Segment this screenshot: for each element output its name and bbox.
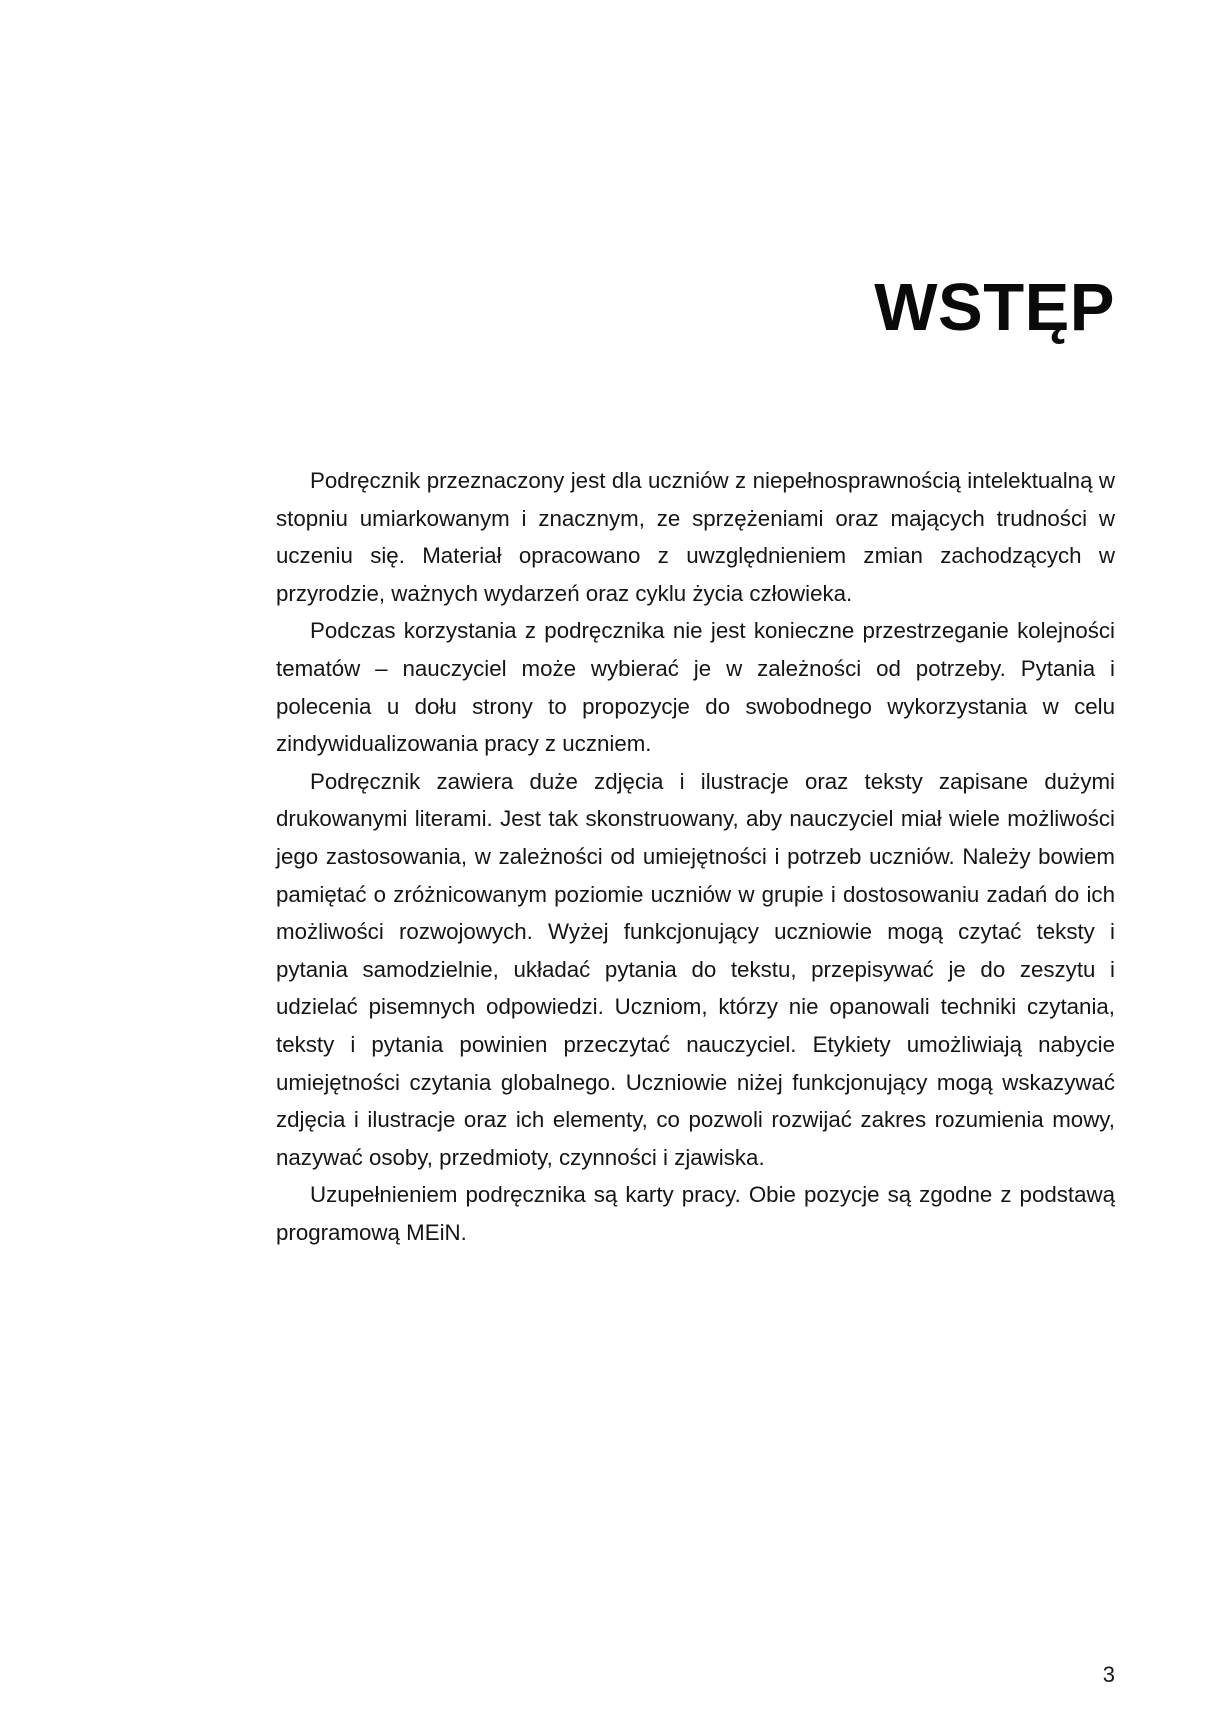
paragraph-1: Podręcznik przeznaczony jest dla uczniów z niepełnosprawnością intelektualną w stopniu umiarkowanym i znacznym, ze sprzężeniami oraz mających trudności w uczeniu się. Materiał opracowano z uwzględnieniem zmian zachodzących w przyrodzie, ważnych wydarzeń oraz cyklu życia człowieka. (276, 468, 1115, 606)
body-text (276, 462, 1115, 1251)
page-number: 3 (1102, 1662, 1115, 1687)
paragraph-4: Uzupełnieniem podręcznika są karty pracy. Obie pozycje są zgodne z podstawą programową MEiN. (276, 1182, 1115, 1245)
paragraph-2: Podczas korzystania z podręcznika nie jest konieczne przestrzeganie kolejności tematów – nauczyciel może wybierać je w zależności od potrzeby. Pytania i polecenia u dołu strony to propozycje do swobodnego wykorzystania w celu zindywidualizowania pracy z uczniem. (276, 618, 1115, 757)
paragraph-3: Podręcznik zawiera duże zdjęcia i ilustracje oraz teksty zapisane dużymi drukowanymi literami. Jest tak skonstruowany, aby nauczyciel miał wiele możliwości jego zastosowania, w zależności od umiejętności i potrzeb uczniów. Należy bowiem pamiętać o zróżnicowanym poziomie uczniów w grupie i dostosowaniu zadań do ich możliwości rozwojowych. Wyżej funkcjonujący uczniowie mogą czytać teksty i pytania samodzielnie, układać pytania do tekstu, przepisywać je do zeszytu i udzielać pisemnych odpowiedzi. Uczniom, którzy nie opanowali techniki czytania, teksty i pytania powinien przeczytać nauczyciel. Etykiety umożliwiają nabycie umiejętności czytania globalnego. Uczniowie niżej funkcjonujący mogą wskazywać zdjęcia i ilustracje oraz ich elementy, co pozwoli rozwijać zakres rozumienia mowy, nazywać osoby, przedmioty, czynności i zjawiska. (276, 768, 1115, 1170)
page-title: WSTĘP (874, 270, 1115, 345)
